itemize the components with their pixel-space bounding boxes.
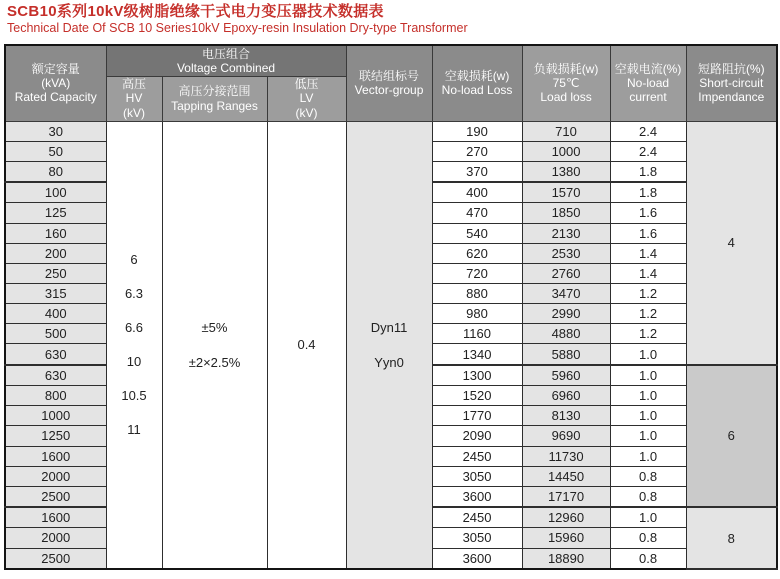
- hv-values-cell-value: 6.3: [124, 285, 144, 301]
- no-load-current-cell: 0.8: [610, 466, 686, 486]
- no-load-current-cell: 1.2: [610, 284, 686, 304]
- header-vector-group-en: Vector-group: [354, 83, 424, 98]
- header-lv: [267, 76, 346, 121]
- hv-values-cell-value: 11: [127, 421, 141, 437]
- rated-capacity-cell: 1600: [5, 507, 106, 528]
- rated-capacity-cell: 125: [5, 203, 106, 223]
- load-loss-cell: 5880: [522, 344, 610, 365]
- load-loss-cell: 11730: [522, 446, 610, 466]
- header-rated-capacity-unit: (kVA): [41, 76, 71, 91]
- no-load-current-cell: 0.8: [610, 548, 686, 569]
- rated-capacity-cell: 100: [5, 182, 106, 203]
- header-hv-zh: 高压: [121, 77, 146, 92]
- no-load-loss-cell: 3050: [432, 466, 522, 486]
- no-load-current-cell: 1.0: [610, 406, 686, 426]
- header-rated-capacity-zh: 额定容量: [31, 62, 80, 77]
- header-no-load-loss-en: No-load Loss: [441, 83, 513, 98]
- tapping-ranges-cell: [162, 121, 267, 569]
- hv-values-cell: [106, 121, 162, 569]
- load-loss-cell: 15960: [522, 528, 610, 548]
- load-loss-cell: 2760: [522, 263, 610, 283]
- table-header: [5, 45, 777, 121]
- no-load-current-cell: 2.4: [610, 121, 686, 141]
- header-voltage-combined: [106, 45, 346, 76]
- load-loss-cell: 9690: [522, 426, 610, 446]
- no-load-current-cell: 1.2: [610, 324, 686, 344]
- rated-capacity-cell: 50: [5, 141, 106, 161]
- rated-capacity-cell: 2000: [5, 528, 106, 548]
- rated-capacity-cell: 800: [5, 386, 106, 406]
- no-load-loss-cell: 400: [432, 182, 522, 203]
- no-load-loss-cell: 1770: [432, 406, 522, 426]
- rated-capacity-cell: 1600: [5, 446, 106, 466]
- no-load-loss-cell: 2090: [432, 426, 522, 446]
- load-loss-cell: 18890: [522, 548, 610, 569]
- header-lv-unit: (kV): [295, 105, 318, 120]
- hv-values-cell-value: 10.5: [121, 387, 147, 403]
- rated-capacity-cell: 250: [5, 263, 106, 283]
- header-vector-group-zh: 联结组标号: [359, 69, 420, 84]
- no-load-current-cell: 1.8: [610, 182, 686, 203]
- vector-group-cell-value: Yyn0: [374, 354, 404, 370]
- rated-capacity-cell: 1000: [5, 406, 106, 426]
- no-load-current-cell: 1.4: [610, 263, 686, 283]
- rated-capacity-cell: 315: [5, 284, 106, 304]
- load-loss-cell: 1570: [522, 182, 610, 203]
- no-load-current-cell: 1.0: [610, 386, 686, 406]
- table-row: [5, 121, 777, 141]
- no-load-current-cell: 2.4: [610, 141, 686, 161]
- vector-group-cell-value: Dyn11: [370, 319, 408, 335]
- header-vector-group: [346, 45, 432, 121]
- header-hv-unit: (kV): [123, 105, 145, 120]
- rated-capacity-cell: 30: [5, 121, 106, 141]
- tapping-ranges-cell-value: ±2×2.5%: [188, 354, 241, 370]
- no-load-loss-cell: 2450: [432, 446, 522, 466]
- no-load-loss-cell: 190: [432, 121, 522, 141]
- no-load-loss-cell: 620: [432, 243, 522, 263]
- header-load-loss: [522, 45, 610, 121]
- table-body: [5, 121, 777, 569]
- load-loss-cell: 14450: [522, 466, 610, 486]
- lv-value-cell-value: 0.4: [297, 337, 316, 353]
- rated-capacity-cell: 80: [5, 161, 106, 182]
- header-tapping-zh: 高压分接范围: [178, 84, 251, 99]
- no-load-loss-cell: 1520: [432, 386, 522, 406]
- header-rated-capacity: [5, 45, 106, 121]
- header-no-load-current: [610, 45, 686, 121]
- rated-capacity-cell: 2500: [5, 486, 106, 507]
- page-title-en: Technical Date Of SCB 10 Series10kV Epoxy-resin Insulation Dry-type Transformer: [7, 21, 468, 35]
- no-load-current-cell: 1.6: [610, 223, 686, 243]
- no-load-current-cell: 1.0: [610, 365, 686, 386]
- header-no-load-current-zh: 空载电流(%): [614, 62, 682, 77]
- header-no-load-loss: [432, 45, 522, 121]
- impedance-cell: 6: [686, 365, 777, 507]
- no-load-loss-cell: 2450: [432, 507, 522, 528]
- no-load-current-cell: 1.2: [610, 304, 686, 324]
- rated-capacity-cell: 1250: [5, 426, 106, 446]
- load-loss-cell: 1000: [522, 141, 610, 161]
- no-load-loss-cell: 3050: [432, 528, 522, 548]
- load-loss-cell: 1850: [522, 203, 610, 223]
- header-no-load-loss-zh: 空载损耗(w): [444, 69, 510, 84]
- vector-group-cell: [346, 121, 432, 569]
- rated-capacity-cell: 500: [5, 324, 106, 344]
- no-load-current-cell: 1.0: [610, 507, 686, 528]
- load-loss-cell: 3470: [522, 284, 610, 304]
- header-no-load-current-en1: No-load: [627, 76, 670, 91]
- header-impedance-en1: Short-circuit: [699, 76, 764, 91]
- no-load-loss-cell: 3600: [432, 486, 522, 507]
- page-title-zh: SCB10系列10kV级树脂绝缘干式电力变压器技术数据表: [7, 3, 384, 20]
- load-loss-cell: 6960: [522, 386, 610, 406]
- header-load-loss-zh: 负载损耗(w): [533, 62, 599, 77]
- tapping-ranges-cell-value: ±5%: [201, 319, 228, 335]
- transformer-data-table: [4, 44, 778, 570]
- no-load-current-cell: 1.0: [610, 344, 686, 365]
- header-impedance-zh: 短路阻抗(%): [697, 62, 765, 77]
- load-loss-cell: 2130: [522, 223, 610, 243]
- lv-value-cell: [267, 121, 346, 569]
- load-loss-cell: 12960: [522, 507, 610, 528]
- no-load-loss-cell: 540: [432, 223, 522, 243]
- header-load-loss-temp: 75℃: [552, 76, 580, 91]
- no-load-current-cell: 1.0: [610, 426, 686, 446]
- load-loss-cell: 710: [522, 121, 610, 141]
- no-load-loss-cell: 1160: [432, 324, 522, 344]
- rated-capacity-cell: 200: [5, 243, 106, 263]
- hv-values-cell-value: 6: [130, 251, 138, 267]
- header-tapping-en: Tapping Ranges: [171, 98, 258, 113]
- header-row-1: [5, 45, 777, 76]
- no-load-loss-cell: 270: [432, 141, 522, 161]
- no-load-current-cell: 0.8: [610, 486, 686, 507]
- rated-capacity-cell: 2500: [5, 548, 106, 569]
- header-lv-en: LV: [299, 91, 314, 106]
- no-load-current-cell: 0.8: [610, 528, 686, 548]
- no-load-loss-cell: 980: [432, 304, 522, 324]
- load-loss-cell: 2990: [522, 304, 610, 324]
- rated-capacity-cell: 630: [5, 344, 106, 365]
- header-rated-capacity-en: Rated Capacity: [14, 90, 97, 105]
- load-loss-cell: 2530: [522, 243, 610, 263]
- rated-capacity-cell: 160: [5, 223, 106, 243]
- impedance-cell: 8: [686, 507, 777, 569]
- header-tapping-ranges: [162, 76, 267, 121]
- header-hv: [106, 76, 162, 121]
- header-no-load-current-en2: current: [629, 90, 667, 105]
- load-loss-cell: 4880: [522, 324, 610, 344]
- no-load-loss-cell: 880: [432, 284, 522, 304]
- load-loss-cell: 17170: [522, 486, 610, 507]
- header-voltage-combined-en: Voltage Combined: [176, 60, 276, 75]
- rated-capacity-cell: 400: [5, 304, 106, 324]
- no-load-loss-cell: 720: [432, 263, 522, 283]
- no-load-loss-cell: 470: [432, 203, 522, 223]
- load-loss-cell: 5960: [522, 365, 610, 386]
- rated-capacity-cell: 630: [5, 365, 106, 386]
- header-lv-zh: 低压: [294, 77, 319, 92]
- hv-values-cell-value: 10: [126, 353, 142, 369]
- load-loss-cell: 8130: [522, 406, 610, 426]
- load-loss-cell: 1380: [522, 161, 610, 182]
- header-voltage-combined-zh: 电压组合: [202, 46, 251, 61]
- no-load-current-cell: 1.0: [610, 446, 686, 466]
- no-load-current-cell: 1.8: [610, 161, 686, 182]
- header-hv-en: HV: [125, 91, 143, 106]
- no-load-current-cell: 1.6: [610, 203, 686, 223]
- no-load-current-cell: 1.4: [610, 243, 686, 263]
- hv-values-cell-value: 6.6: [124, 319, 144, 335]
- title-block: [7, 3, 468, 36]
- no-load-loss-cell: 1340: [432, 344, 522, 365]
- no-load-loss-cell: 3600: [432, 548, 522, 569]
- no-load-loss-cell: 370: [432, 161, 522, 182]
- header-impedance-en2: Impendance: [698, 90, 765, 105]
- header-load-loss-en: Load loss: [540, 90, 592, 105]
- rated-capacity-cell: 2000: [5, 466, 106, 486]
- no-load-loss-cell: 1300: [432, 365, 522, 386]
- impedance-cell: 4: [686, 121, 777, 365]
- header-impedance: [686, 45, 777, 121]
